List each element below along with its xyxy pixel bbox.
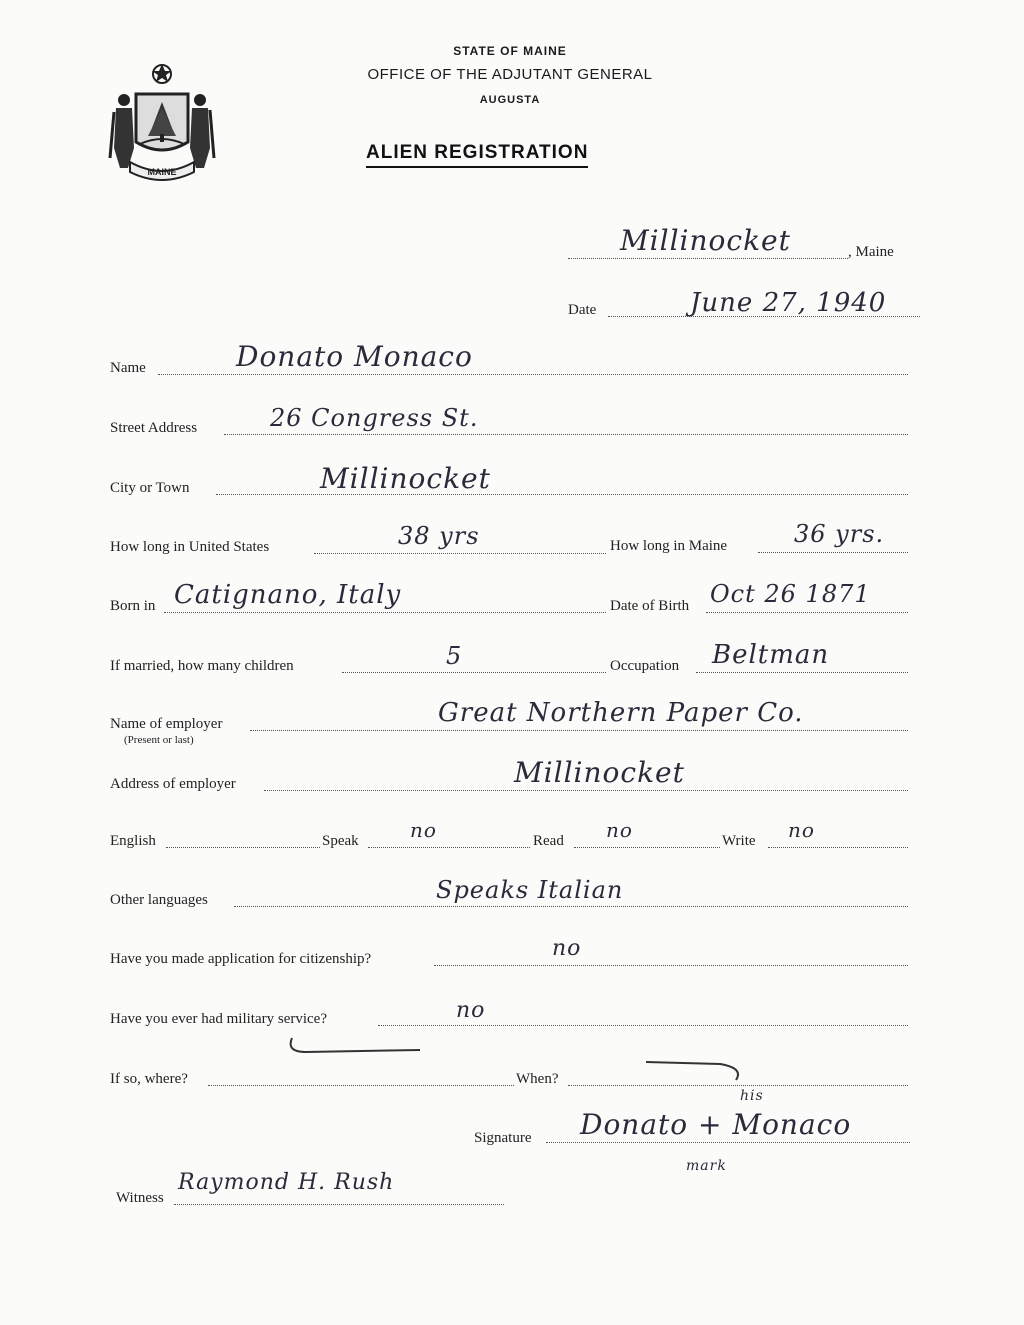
employer-value: Great Northern Paper Co. xyxy=(438,698,804,728)
dob-label: Date of Birth xyxy=(610,598,690,614)
speak-line xyxy=(368,847,530,848)
signature-above-note: his xyxy=(740,1088,764,1104)
occupation-label: Occupation xyxy=(610,658,680,674)
form-title: ALIEN REGISTRATION xyxy=(366,142,588,168)
citizenship-line xyxy=(434,965,908,966)
town-line xyxy=(568,258,848,259)
occupation-value: Beltman xyxy=(712,640,830,670)
us-years-line xyxy=(314,553,606,554)
read-line xyxy=(574,847,720,848)
write-value: no xyxy=(788,818,815,842)
date-value: June 27, 1940 xyxy=(690,288,887,318)
witness-label: Witness xyxy=(116,1190,164,1206)
write-label: Write xyxy=(722,833,756,849)
citizenship-value: no xyxy=(552,936,582,961)
dob-value: Oct 26 1871 xyxy=(710,580,871,608)
english-label: English xyxy=(110,833,156,849)
dob-line xyxy=(706,612,908,613)
military-label: Have you ever had military service? xyxy=(110,1011,327,1027)
name-label: Name xyxy=(110,360,146,376)
street-line xyxy=(224,434,908,435)
maine-years-label: How long in Maine xyxy=(610,538,728,554)
maine-seal-icon xyxy=(106,58,218,182)
children-value: 5 xyxy=(446,642,463,670)
english-line xyxy=(166,847,320,848)
employer-address-value: Millinocket xyxy=(514,756,685,789)
city-heading: AUGUSTA xyxy=(479,94,541,106)
date-label: Date xyxy=(568,302,597,318)
signature-mark-note: mark xyxy=(686,1158,727,1174)
state-heading: STATE OF MAINE xyxy=(453,44,567,58)
maine-years-value: 36 yrs. xyxy=(794,520,885,548)
other-languages-value: Speaks Italian xyxy=(436,876,624,904)
born-in-label: Born in xyxy=(110,598,156,614)
born-in-value: Catignano, Italy xyxy=(174,580,402,610)
svg-text:MAINE: MAINE xyxy=(147,167,177,177)
children-line xyxy=(342,672,606,673)
employer-address-label: Address of employer xyxy=(110,776,236,792)
other-languages-line xyxy=(234,906,908,907)
maine-label: , Maine xyxy=(848,244,894,260)
read-label: Read xyxy=(533,833,564,849)
speak-label: Speak xyxy=(322,833,359,849)
street-value: 26 Congress St. xyxy=(270,404,479,432)
employer-sublabel: (Present or last) xyxy=(124,734,194,746)
write-line xyxy=(768,847,908,848)
name-value: Donato Monaco xyxy=(236,340,473,373)
city-value: Millinocket xyxy=(320,462,491,495)
name-line xyxy=(158,374,908,375)
employer-address-line xyxy=(264,790,908,791)
military-line xyxy=(378,1025,908,1026)
employer-label: Name of employer xyxy=(110,716,223,732)
other-languages-label: Other languages xyxy=(110,892,208,908)
occupation-line xyxy=(696,672,908,673)
signature-value: Donato + Monaco xyxy=(580,1108,852,1141)
speak-value: no xyxy=(410,818,437,842)
maine-years-line xyxy=(758,552,908,553)
children-label: If married, how many children xyxy=(110,658,294,674)
dash-mark xyxy=(286,1034,426,1060)
employer-line xyxy=(250,730,908,731)
office-heading: OFFICE OF THE ADJUTANT GENERAL xyxy=(367,66,653,83)
signature-label: Signature xyxy=(474,1130,532,1146)
born-in-line xyxy=(164,612,606,613)
street-label: Street Address xyxy=(110,420,198,436)
citizenship-label: Have you made application for citizenship? xyxy=(110,951,372,967)
witness-value: Raymond H. Rush xyxy=(178,1170,395,1195)
where-label: If so, where? xyxy=(110,1071,188,1087)
us-years-value: 38 yrs xyxy=(398,522,480,550)
signature-line xyxy=(546,1142,910,1143)
when-dash-mark xyxy=(640,1058,750,1088)
military-value: no xyxy=(456,998,486,1023)
us-years-label: How long in United States xyxy=(110,539,270,555)
town-value: Millinocket xyxy=(620,224,791,257)
witness-line xyxy=(174,1204,504,1205)
city-label: City or Town xyxy=(110,480,190,496)
where-line xyxy=(208,1085,514,1086)
when-label: When? xyxy=(516,1071,559,1087)
read-value: no xyxy=(606,818,633,842)
